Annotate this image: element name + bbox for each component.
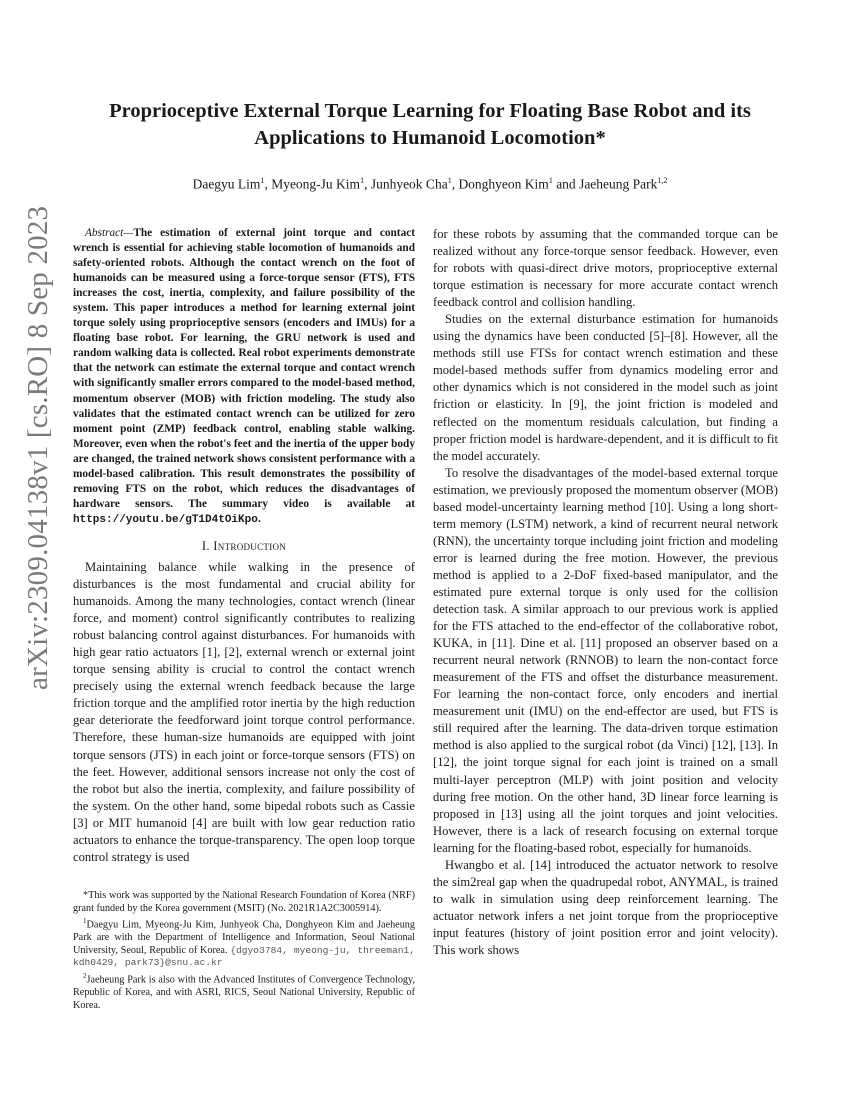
affiliation-footnote-2: $^2$Jaeheung Park is also with the Advanced Institutes of Convergence Technology, Republic of Korea, and with ASRI, RICS, Seoul National University, Republic of Korea. — [73, 971, 415, 1011]
section-title: Introduction — [213, 538, 287, 553]
right-column — [433, 226, 778, 959]
section-heading — [73, 538, 415, 555]
author-emails: {dgyo3784, myeong-ju, threeman1, kdh0429, park73}@snu.ac.kr — [73, 944, 415, 969]
body-paragraph: To resolve the disadvantages of the model-based external torque estimation, we previously proposed the momentum observer (MOB) based model-uncertainty learning method [10]. Using a long short-term memory (LSTM) network, a kind of recurrent neural network (RNN), the uncertainty torque including joint friction and modeling error is learned during the free motion. However, the previous method is applied to a 2-DoF fixed-based manipulator, and the estimated pure external torque is only used for the collision detection task. A similar approach to our previous work is applied for the FTS attached to the end-effector of the collaborative robot, KUKA, in [11]. Dine et al. [11] proposed an observer based on a recurrent neural network (RNNOB) to learn the non-contact force measurement of the FTS and offset the disturbance measurement. For learning the non-contact force, only encoders and inertial measurement unit (IMU) on the end-effector are used, but FTS is still required after the learning. The data-driven torque estimation method is also applied to the surgical robot (da Vinci) [12], [13]. In [12], the joint torque signal for each joint is trained on a small multi-layer perceptron (MLP) with joint position and velocity during free motion. On the other hand, 3D linear force learning is proposed in [13] using all the joint torques and joint velocities. However, there is a lack of research focusing on external torque learning for the floating-based robot, especially for humanoids. — [433, 465, 778, 855]
affiliation-mark: 1 — [360, 176, 365, 185]
affiliation-mark: 1,2 — [657, 176, 668, 185]
funding-footnote: *This work was supported by the National Research Foundation of Korea (NRF) grant funded by the Korea government (MSIT) (No. 2021R1A2C3005914). — [73, 890, 415, 914]
paper-title: Proprioceptive External Torque Learning for Floating Base Robot and its Applications to Humanoid Locomotion* — [109, 100, 751, 149]
author: Junhyeok Cha — [370, 176, 448, 192]
section-number: I. — [201, 538, 210, 553]
abstract: Abstract—The estimation of external joint torque and contact wrench is essential for achieving stable locomotion of humanoids and safety-oriented robots. Although the contact wrench on the foot of humanoids can be measured using a force-torque sensor (FTS), FTS increases the cost, inertia, complexity, and failure possibility of the system. This paper introduces a method for learning external joint torque solely using proprioceptive sensors (encoders and IMUs) for a floating base robot. For learning, the GRU network is used and random walking data is collected. Real robot experiments demonstrate that the network can estimate the external torque and contact wrench with significantly smaller errors compared to the model-based method, momentum observer (MOB) with friction modeling. The study also validates that the estimated contact wrench can be utilized for zero moment point (ZMP) feedback control, enabling stable walking. Moreover, even when the robot's feet and the inertia of the upper body are changed, the trained network shows consistent performance with a model-based calibration. This result demonstrates the possibility of removing FTS on the robot, which reduces the disadvantages of hardware sensors. The summary video is available at https://youtu.be/gT1D4tOiKpo. — [73, 227, 415, 526]
author: Jaeheung Park — [579, 176, 658, 192]
abstract-text: The estimation of external joint torque and contact wrench is essential for achieving stable locomotion of humanoids and safety-oriented robots. Although the contact wrench on the foot of humanoids can be measured using a force-torque sensor (FTS), FTS increases the cost, inertia, complexity, and failure possibility of the system. This paper introduces a method for learning external joint torque solely using proprioceptive sensors (encoders and IMUs) for a floating base robot. For learning, the GRU network is used and random walking data is collected. Real robot experiments demonstrate that the network can estimate the external torque and contact wrench with significantly smaller errors compared to the model-based method, momentum observer (MOB) with friction modeling. The study also validates that the estimated contact wrench can be utilized for zero moment point (ZMP) feedback control, enabling stable walking. Moreover, even when the robot's feet and the inertia of the upper body are changed, the trained network shows consistent performance with a model-based calibration. This result demonstrates the possibility of removing FTS on the robot, which reduces the disadvantages of hardware sensors. The summary video is available at — [73, 227, 415, 510]
footnotes — [73, 890, 415, 1012]
video-link[interactable]: https://youtu.be/gT1D4tOiKpo — [73, 513, 258, 526]
arxiv-identifier-stamp: arXiv:2309.04138v1 [cs.RO] 8 Sep 2023 — [22, 205, 54, 690]
abstract-label: Abstract— — [85, 227, 134, 239]
body-paragraph: Maintaining balance while walking in the presence of disturbances is the most fundamental and crucial ability for humanoids. Among the many technologies, contact wrench (linear force, and moment) control significantly contributes to realizing robust balancing control against disturbances. For humanoids with high gear ratio actuators [1], [2], external wrench or external joint torque sensing ability is crucial to control the contact wrench precisely using the external wrench feedback because the large friction torque and the amplified rotor inertia by the high reduction gear deteriorate the feedforward joint torque control performance. Therefore, these human-size humanoids are equipped with joint torque sensors (JTS) in each joint or force-torque sensors (FTS) on the feet. However, additional sensors increase not only the cost of the robot but also the inertia, complexity, and failure possibility of the system. On the other hand, some bipedal robots such as Cassie [3] or MIT humanoid [4] are built with low gear reduction ratio actuators to enhance the torque-transparency. The open loop torque control strategy is used — [73, 559, 415, 864]
body-paragraph: for these robots by assuming that the commanded torque can be realized without any force-torque sensor feedback. However, even for robots with quasi-direct drive motors, proprioceptive external torque estimation is necessary for more accurate contact wrench feedback control and collision handling. — [433, 227, 778, 310]
affiliation-mark: 1 — [260, 176, 265, 185]
author: Daegyu Lim — [192, 176, 261, 192]
affiliation-mark: 1 — [548, 176, 553, 185]
author: Myeong-Ju Kim — [271, 176, 361, 192]
body-paragraph: Hwangbo et al. [14] introduced the actuator network to resolve the sim2real gap when the quadrupedal robot, ANYMAL, is trained to walk in simulation using deep reinforcement learning. The actuator network infers a net joint torque from the proprioceptive input features (history of joint position error and joint velocity). This work shows — [433, 857, 778, 957]
affiliation-footnote-1: $^1$Daegyu Lim, Myeong-Ju Kim, Junhyeok Cha, Donghyeon Kim and Jaeheung Park are with the Department of Intelligence and Information, Seoul National University, Seoul, Republic of Korea. {dgyo3784, myeong-ju, threeman1, kdh0429, park73}@snu.ac.kr — [73, 917, 415, 969]
left-column — [73, 226, 415, 866]
author: Donghyeon Kim — [458, 176, 549, 192]
affiliation-mark: 1 — [447, 176, 452, 185]
body-paragraph: Studies on the external disturbance estimation for humanoids using the dynamics have been conducted [5]–[8]. However, all the methods still use FTSs for contact wrench estimation and these model-based methods suffer from dynamics modeling error and other dynamics which is not considered in the model such as joint friction or elasticity. In [9], the joint friction is modeled and reflected on the momentum residuals calculation, but finding a proper friction model is hardware-dependent, and it is difficult to fit the model accurately. — [433, 312, 778, 463]
author-list: Daegyu Lim$^1$, Myeong-Ju Kim$^1$, Junhyeok Cha$^1$, Donghyeon Kim$^1$ and Jaeheung Park$^{1,2}$ — [192, 176, 668, 192]
